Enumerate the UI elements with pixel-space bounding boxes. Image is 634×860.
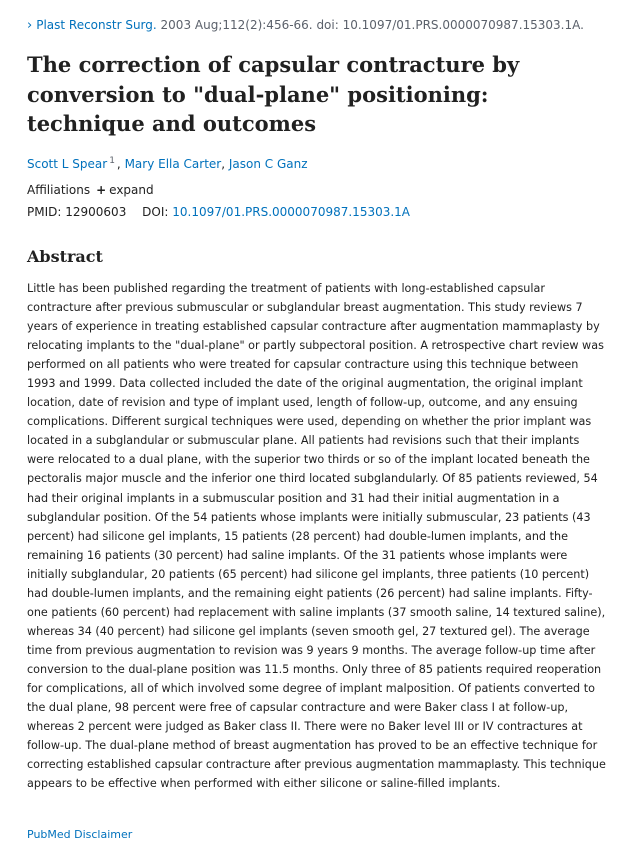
article-identifiers [27,204,410,220]
author-separator: , [221,157,229,171]
abstract-heading: Abstract [27,247,103,266]
abstract-text: Little has been published regarding the treatment of patients with long-established capsular contracture after previous submuscular or subglandular breast augmentation. This study reviews 7 years of experience in treating established capsular contracture after augmentation mammaplasty by relocating implants to the "dual-plane" or partly subpectoral position. A retrospective chart review was performed on all patients who were treated for capsular contracture using this technique between 1993 and 1999. Data collected included the date of the original augmentation, the original implant location, date of revision and type of implant used, length of follow-up, outcome, and any ensuing complications. Different surgical techniques were used, depending on whether the prior implant was located in a subglandular or submuscular plane. All patients had revisions such that their implants were relocated to a dual plane, with the superior two thirds or so of the implant located beneath the pectoralis major muscle and the inferior one third located subglandularly. Of 85 patients reviewed, 54 had their original implants in a submuscular position and 31 had their initial augmentation in a subglandular position. Of the 54 patients whose implants were initially submuscular, 23 patients (43 percent) had silicone gel implants, 15 patients (28 percent) had double-lumen implants, and the remaining 16 patients (30 percent) had saline implants. Of the 31 patients whose implants were initially subglandular, 20 patients (65 percent) had silicone gel implants, three patients (10 percent) had double-lumen implants, and the remaining eight patients (26 percent) had saline implants. Fifty-one patients (60 percent) had replacement with saline implants (37 smooth saline, 14 textured saline), whereas 34 (40 percent) had silicone gel implants (seven smooth gel, 27 textured gel). The average time from previous augmentation to revision was 9 years 9 months. The average follow-up time after conversion to the dual-plane position was 11.5 months. Only three of 85 patients required reoperation for complications, all of which involved some degree of implant malposition. Of patients converted to the dual plane, 98 percent were free of capsular contracture and were Baker class I at follow-up, whereas 2 percent were judged as Baker class II. There were no Baker level III or IV contractures at follow-up. The dual-plane method of breast augmentation has proved to be an effective technique for correcting established capsular contracture after previous augmentation mammaplasty. This technique appears to be effective when performed with either silicone or saline-filled implants. [27,282,606,791]
author-link[interactable]: Jason C Ganz [228,157,308,171]
author-link[interactable]: Scott L Spear [27,157,108,171]
affiliations-toggle[interactable] [27,182,154,198]
pmid-value: 12900603 [65,205,127,219]
doi-link[interactable]: 10.1097/01.PRS.0000070987.15303.1A [172,205,411,219]
pubmed-disclaimer-link[interactable]: PubMed Disclaimer [27,828,133,841]
affiliations-label: Affiliations [27,183,91,197]
author-separator: , [116,157,125,171]
author-list [27,153,308,172]
expand-label: expand [109,183,154,197]
chevron-right-icon[interactable]: › [27,18,33,33]
pmid-label: PMID: [27,205,62,219]
doi-label: DOI: [142,205,169,219]
affiliation-marker[interactable]: 1 [109,156,115,166]
author-link[interactable]: Mary Ella Carter [124,157,222,171]
citation-details: 2003 Aug;112(2):456-66. doi: 10.1097/01.PRS.0000070987.15303.1A. [156,18,584,32]
citation-line [27,17,584,34]
plus-icon: + [96,183,107,197]
journal-link[interactable]: Plast Reconstr Surg. [36,18,157,32]
article-title: The correction of capsular contracture by conversion to "dual-plane" positioning: technique and outcomes [27,52,520,136]
